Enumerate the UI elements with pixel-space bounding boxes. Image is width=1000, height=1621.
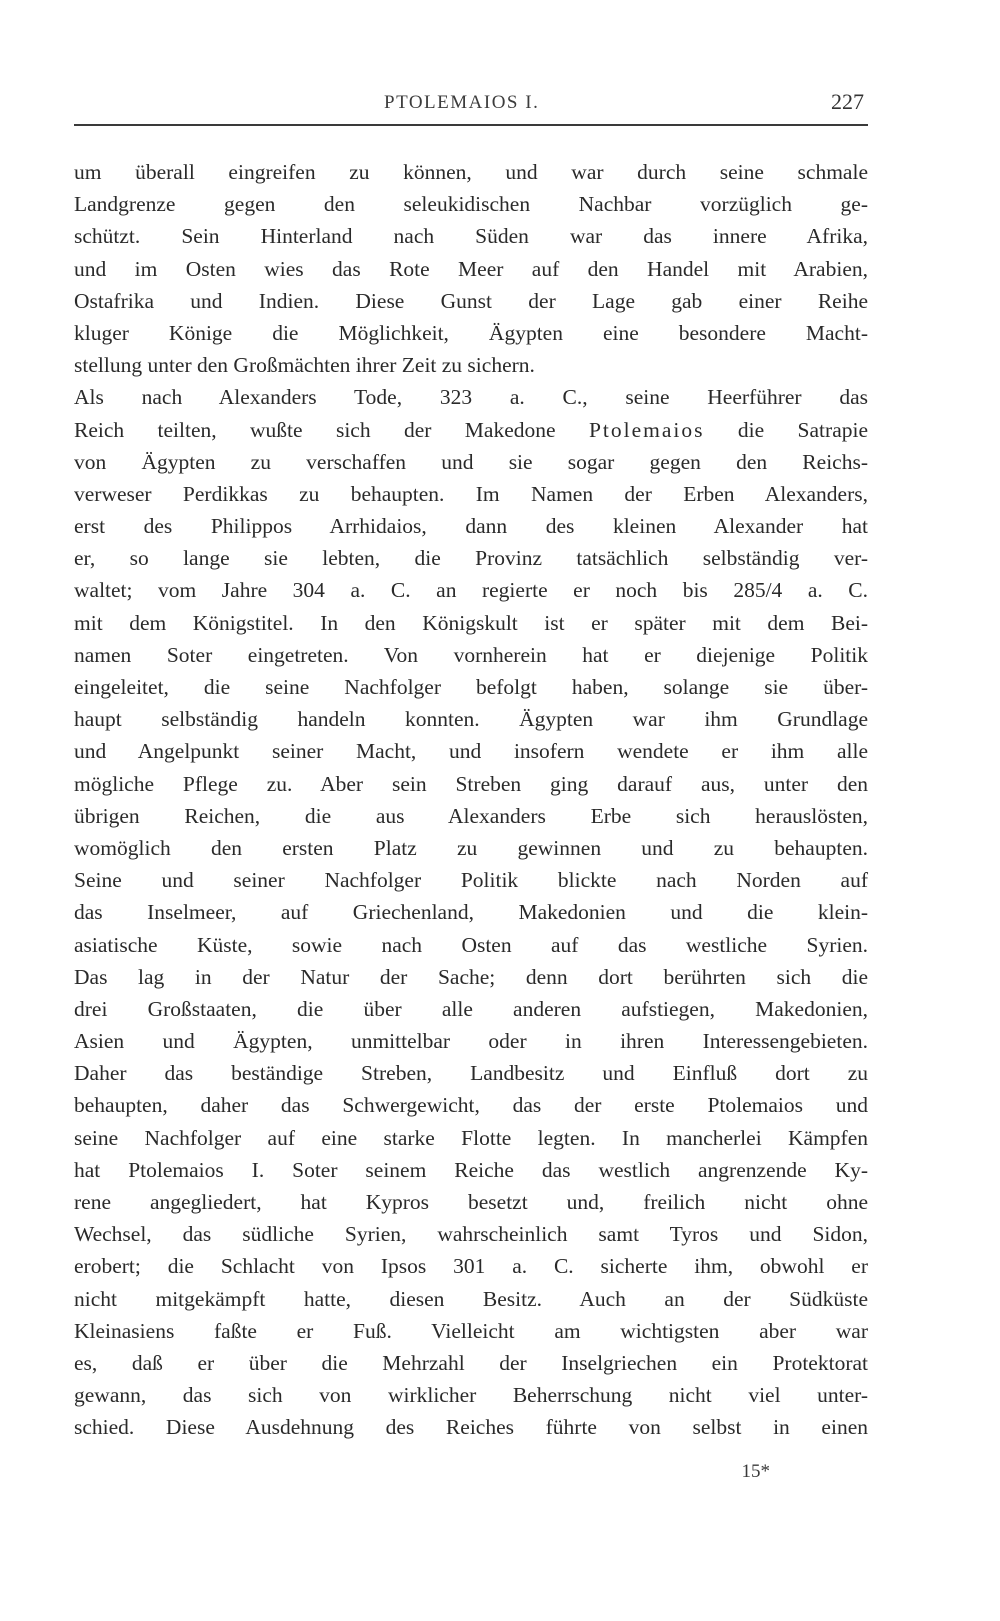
page-number: 227: [831, 89, 864, 114]
text-line: asiatische Küste, sowie nach Osten auf das westliche Syrien.: [74, 932, 868, 957]
text-line: Asien und Ägypten, unmittelbar oder in ihren Interessengebieten.: [74, 1029, 868, 1054]
text-line: erst des Philippos Arrhidaios, dann des kleinen Alexander hat: [74, 514, 868, 539]
text-line: von Ägypten zu verschaffen und sie sogar gegen den Reichs-: [74, 449, 868, 474]
spaced-name: Ptolemaios: [588, 417, 705, 442]
text-line: er, so lange sie lebten, die Provinz tatsächlich selbständig ver-: [74, 546, 868, 571]
body-text: [74, 156, 868, 1444]
text-line: waltet; vom Jahre 304 a. C. an regierte er noch bis 285/4 a. C.: [74, 578, 868, 603]
text-line: Als nach Alexanders Tode, 323 a. C., seine Heerführer das: [74, 385, 868, 410]
text-line: schützt. Sein Hinterland nach Süden war das innere Afrika,: [74, 224, 868, 249]
text-line: womöglich den ersten Platz zu gewinnen und zu behaupten.: [74, 835, 868, 860]
text-line: und im Osten wies das Rote Meer auf den Handel mit Arabien,: [74, 256, 868, 281]
text-line-with-name: [74, 414, 868, 446]
text-line: Wechsel, das südliche Syrien, wahrscheinlich samt Tyros und Sidon,: [74, 1222, 868, 1247]
text-line: kluger Könige die Möglichkeit, Ägypten eine besondere Macht-: [74, 320, 868, 345]
running-head: PTOLEMAIOS I.: [384, 92, 540, 113]
book-page: [74, 88, 868, 1598]
text-line: namen Soter eingetreten. Von vornherein hat er diejenige Politik: [74, 642, 868, 667]
text-line: nicht mitgekämpft hatte, diesen Besitz. Auch an der Südküste: [74, 1286, 868, 1311]
text-line: und Angelpunkt seiner Macht, und insofern wendete er ihm alle: [74, 739, 868, 764]
text-line: Daher das beständige Streben, Landbesitz und Einfluß dort zu: [74, 1061, 868, 1086]
text-line: schied. Diese Ausdehnung des Reiches führte von selbst in einen: [74, 1415, 868, 1440]
text-line: verweser Perdikkas zu behaupten. Im Namen der Erben Alexanders,: [74, 481, 868, 506]
text-line: hat Ptolemaios I. Soter seinem Reiche das westlich angrenzende Ky-: [74, 1157, 868, 1182]
text-line: übrigen Reichen, die aus Alexanders Erbe sich herauslösten,: [74, 803, 868, 828]
page-header: [74, 88, 868, 126]
text-line: stellung unter den Großmächten ihrer Zeit zu sichern.: [74, 353, 535, 378]
text-line: Das lag in der Natur der Sache; denn dort berührten sich die: [74, 964, 868, 989]
text-line: es, daß er über die Mehrzahl der Inselgriechen ein Protektorat: [74, 1350, 868, 1375]
text-line: das Inselmeer, auf Griechenland, Makedonien und die klein-: [74, 900, 868, 925]
text-line: behaupten, daher das Schwergewicht, das der erste Ptolemaios und: [74, 1093, 868, 1118]
text-line: mit dem Königstitel. In den Königskult ist er später mit dem Bei-: [74, 610, 868, 635]
text-line: erobert; die Schlacht von Ipsos 301 a. C. sicherte ihm, obwohl er: [74, 1254, 868, 1279]
text-line: rene angegliedert, hat Kypros besetzt und, freilich nicht ohne: [74, 1190, 868, 1214]
text-line: Landgrenze gegen den seleukidischen Nachbar vorzüglich ge-: [74, 192, 868, 217]
text-line: drei Großstaaten, die über alle anderen aufstiegen, Makedonien,: [74, 996, 868, 1021]
text-line: Ostafrika und Indien. Diese Gunst der Lage gab einer Reihe: [74, 288, 868, 313]
text-line: Seine und seiner Nachfolger Politik blickte nach Norden auf: [74, 868, 868, 893]
signature-mark: 15*: [741, 1461, 770, 1482]
text-line: um überall eingreifen zu können, und war durch seine schmale: [74, 160, 868, 184]
text-line: Kleinasiens faßte er Fuß. Vielleicht am wichtigsten aber war: [74, 1318, 868, 1343]
text-line: mögliche Pflege zu. Aber sein Streben ging darauf aus, unter den: [74, 771, 868, 796]
text-line: eingeleitet, die seine Nachfolger befolgt haben, solange sie über-: [74, 675, 868, 699]
text-line: seine Nachfolger auf eine starke Flotte legten. In mancherlei Kämpfen: [74, 1125, 868, 1150]
text-fragment: Reich teilten, wußte sich der Makedone: [74, 417, 556, 442]
text-fragment: die Satrapie: [737, 417, 868, 442]
text-line: haupt selbständig handeln konnten. Ägypten war ihm Grundlage: [74, 707, 868, 732]
text-line: gewann, das sich von wirklicher Beherrschung nicht viel unter-: [74, 1383, 868, 1408]
